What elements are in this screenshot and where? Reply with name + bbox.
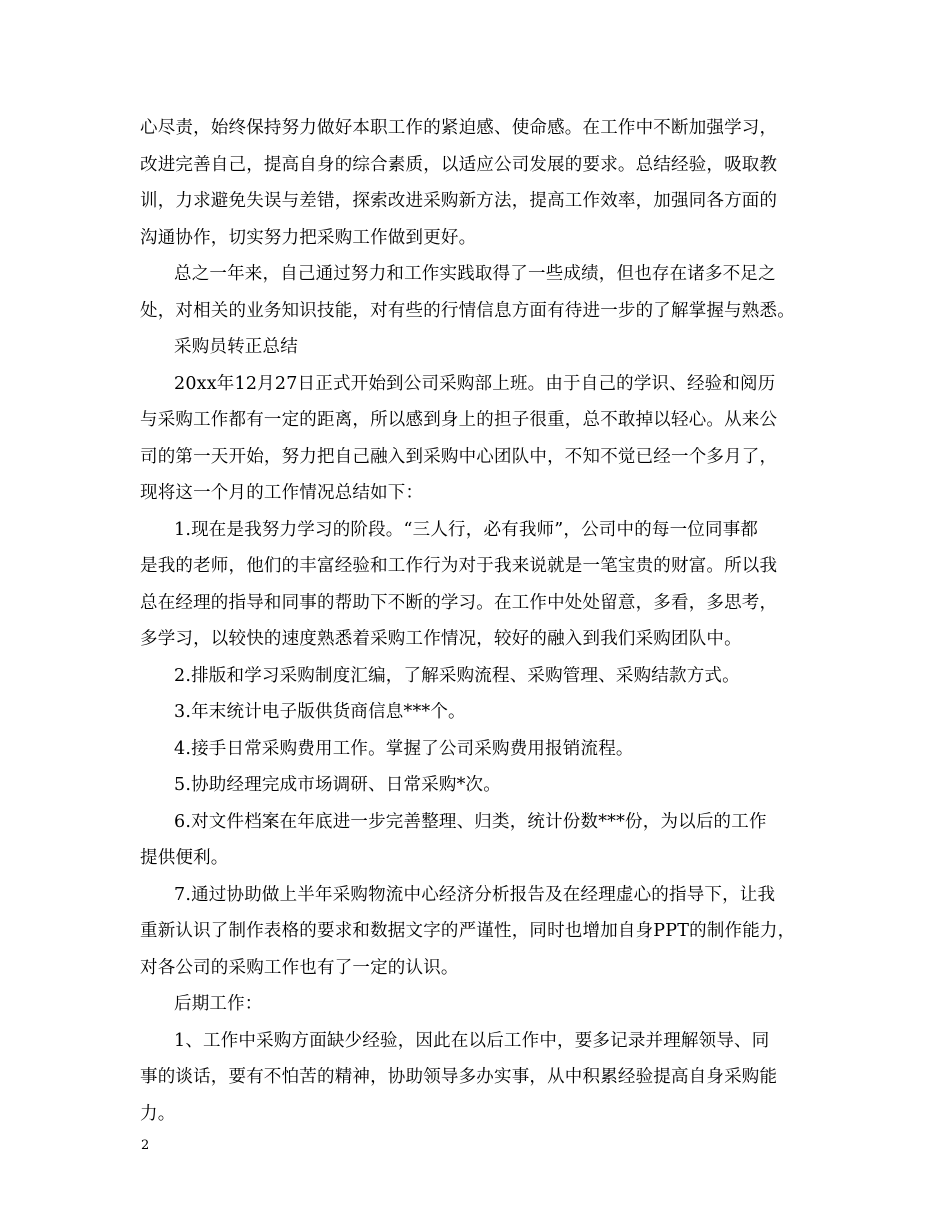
text-line: 是我的老师，他们的丰富经验和工作行为对于我来说就是一笔宝贵的财富。所以我 [140, 556, 778, 576]
text-line: 重新认识了制作表格的要求和数据文字的严谨性，同时也增加自身PPT的制作能力， [140, 921, 796, 941]
text-line: 力。 [140, 1103, 176, 1124]
text-line: 3.年末统计电子版供货商信息***个。 [174, 702, 466, 722]
text-line: 提供便利。 [140, 848, 229, 868]
text-line: 对各公司的采购工作也有了一定的认识。 [140, 957, 459, 978]
text-line: 7.通过协助做上半年采购物流中心经济分析报告及在经理虚心的指导下，让我 [174, 884, 776, 905]
text-line: 总在经理的指导和同事的帮助下不断的学习。在工作中处处留意，多看，多思考， [140, 592, 778, 613]
text-line: 改进完善自己，提高自身的综合素质，以适应公司发展的要求。总结经验，吸取教 [140, 154, 778, 175]
text-line: 20xx年12月27日正式开始到公司采购部上班。由于自己的学识、经验和阅历 [174, 373, 776, 394]
text-line: 训，力求避免失误与差错，探索改进采购新方法，提高工作效率，加强同各方面的 [140, 191, 778, 211]
text-line: 1.现在是我努力学习的阶段。“三人行，必有我师”，公司中的每一位同事都 [174, 519, 759, 540]
text-line: 4.接手日常采购费用工作。掌握了公司采购费用报销流程。 [174, 738, 634, 759]
text-line: 采购员转正总结 [174, 337, 298, 357]
text-line: 处，对相关的业务知识技能，对有些的行情信息方面有待进一步的了解掌握与熟悉。 [140, 300, 795, 321]
text-line: 1、工作中采购方面缺少经验，因此在以后工作中，要多记录并理解领导、同 [174, 1030, 770, 1051]
text-line: 事的谈话，要有不怕苦的精神，协助领导多办实事，从中积累经验提高自身采购能 [140, 1067, 778, 1087]
text-line: 司的第一天开始，努力把自己融入到采购中心团队中，不知不觉已经一个多月了， [140, 446, 778, 467]
text-line: 多学习，以较快的速度熟悉着采购工作情况，较好的融入到我们采购团队中。 [140, 629, 742, 649]
text-line: 现将这一个月的工作情况总结如下： [140, 483, 424, 503]
text-line: 总之一年来，自己通过努力和工作实践取得了一些成绩，但也存在诸多不足之 [174, 264, 776, 284]
page-number: 2 [141, 1138, 150, 1153]
text-line: 后期工作： [174, 994, 263, 1014]
text-line: 心尽责，始终保持努力做好本职工作的紧迫感、使命感。在工作中不断加强学习， [140, 118, 778, 138]
text-line: 与采购工作都有一定的距离，所以感到身上的担子很重，总不敢掉以轻心。从来公 [140, 410, 778, 430]
body-text [140, 110, 830, 1132]
text-line: 2.排版和学习采购制度汇编，了解采购流程、采购管理、采购结款方式。 [174, 665, 740, 686]
text-line: 6.对文件档案在年底进一步完善整理、归类，统计份数***份，为以后的工作 [174, 811, 767, 832]
text-line: 沟通协作，切实努力把采购工作做到更好。 [140, 227, 477, 248]
text-line: 5.协助经理完成市场调研、日常采购*次。 [174, 775, 501, 795]
